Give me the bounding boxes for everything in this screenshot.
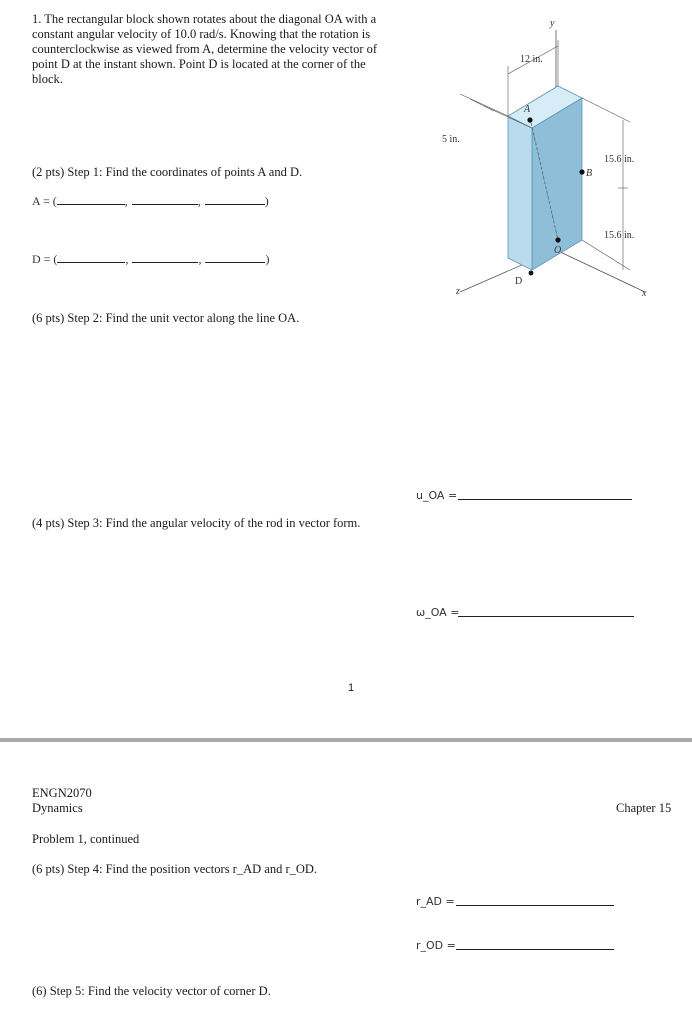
w-oa-answer-line[interactable]	[458, 616, 634, 617]
coord-a-z-blank[interactable]	[205, 194, 265, 205]
axis-z-label: z	[456, 286, 460, 297]
coord-a-y-blank[interactable]	[132, 194, 198, 205]
r-od-answer-line[interactable]	[456, 949, 614, 950]
label-a: A	[524, 104, 531, 115]
problem-statement	[32, 12, 397, 87]
problem-number: 1.	[32, 12, 42, 26]
step2-text: (6 pts) Step 2: Find the unit vector along the line OA.	[32, 311, 300, 325]
w-oa-label: ω_OA =	[416, 606, 460, 619]
r-ad-answer-line[interactable]	[456, 905, 614, 906]
step4-text: (6 pts) Step 4: Find the position vectors r_AD and r_OD.	[32, 862, 318, 876]
page-number: 1	[348, 682, 355, 694]
coord-d-y-blank[interactable]	[132, 252, 198, 263]
dim-12-label: 12 in.	[520, 54, 543, 65]
point-d-dot	[529, 271, 534, 276]
block-front-face	[508, 116, 532, 270]
block-figure	[420, 10, 685, 310]
dim-15a-label: 15.6 in.	[604, 154, 635, 165]
course-name: Dynamics	[32, 801, 83, 815]
point-o-dot	[555, 237, 560, 242]
coord-a-label: A = (	[32, 194, 57, 208]
step3-text: (4 pts) Step 3: Find the angular velocity of the rod in vector form.	[32, 516, 361, 530]
label-d: D	[515, 276, 523, 287]
u-oa-answer-line[interactable]	[458, 499, 632, 500]
continued-label: Problem 1, continued	[32, 832, 140, 846]
step1-text: (2 pts) Step 1: Find the coordinates of points A and D.	[32, 165, 303, 179]
point-b-dot	[579, 169, 584, 174]
axis-y-label: y	[550, 18, 555, 29]
course-code: ENGN2070	[32, 786, 92, 800]
label-o: O	[554, 245, 562, 256]
dim-15b-label: 15.6 in.	[604, 230, 635, 241]
label-b: B	[586, 168, 593, 179]
coord-d-row: D = ( , , )	[32, 252, 270, 266]
dim-5-label: 5 in.	[442, 134, 460, 145]
problem-text: The rectangular block shown rotates about the diagonal OA with a constant angular velocity of 10.0 rad/s. Knowing that the rotation is counterclockwise as viewed from A, determine the velocity vector of point D at the instant shown. Point D is located at the corner of the block.	[32, 12, 378, 86]
x-axis	[556, 250, 645, 292]
page-divider	[0, 738, 692, 742]
coord-d-z-blank[interactable]	[205, 252, 265, 263]
r-od-label: r_OD =	[416, 939, 456, 952]
coord-a-row: A = ( , , )	[32, 194, 269, 208]
axis-x-label: x	[642, 288, 647, 299]
chapter-label: Chapter 15	[616, 801, 672, 815]
r-ad-label: r_AD =	[416, 895, 455, 908]
u-oa-label: u_OA =	[416, 489, 458, 502]
coord-d-x-blank[interactable]	[57, 252, 125, 263]
step5-text: (6) Step 5: Find the velocity vector of corner D.	[32, 984, 271, 998]
coord-d-label: D = (	[32, 252, 58, 266]
coord-a-x-blank[interactable]	[57, 194, 125, 205]
point-a-dot	[527, 117, 532, 122]
